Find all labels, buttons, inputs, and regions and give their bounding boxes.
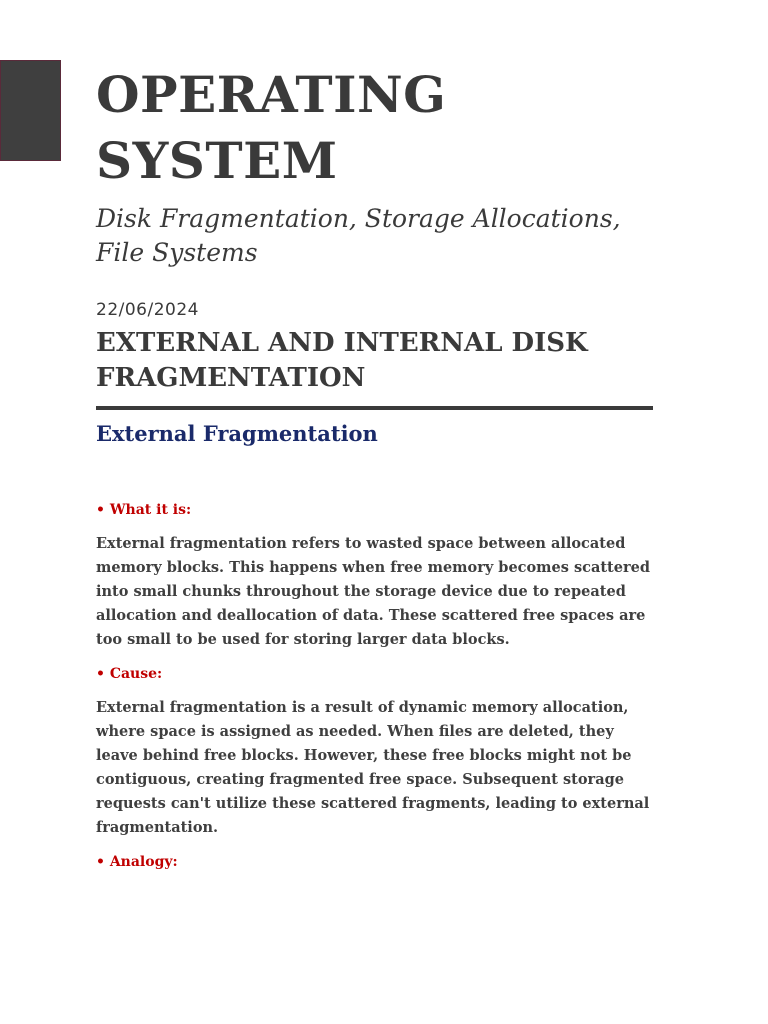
document-content <box>96 62 656 872</box>
title-line-1: OPERATING <box>96 65 447 124</box>
paragraph-cause: External fragmentation is a result of dynamic memory allocation, where space is assigned as needed. When files are deleted, they leave behind free blocks. However, these free blocks might not be contiguous, creating fragmented free space. Subsequent storage requests can't utilize these scattered fragments, leading to external fragmentation. <box>96 699 650 836</box>
bullet-label-cause: • Cause: <box>96 666 163 682</box>
bullet-label-analogy: • Analogy: <box>96 854 178 870</box>
bullet-label-what-it-is: • What it is: <box>96 502 192 518</box>
document-title <box>96 62 656 194</box>
cover-side-block <box>0 60 61 161</box>
title-line-2: SYSTEM <box>96 131 338 190</box>
paragraph-what-it-is: External fragmentation refers to wasted space between allocated memory blocks. This happens when free memory becomes scattered into small chunks throughout the storage device due to repeated allocation and deallocation of data. These scattered free spaces are too small to be used for storing larger data blocks. <box>96 535 650 648</box>
document-subtitle: Disk Fragmentation, Storage Allocations, File Systems <box>96 204 621 267</box>
document-date: 22/06/2024 <box>96 300 199 320</box>
sub-heading: External Fragmentation <box>96 421 378 446</box>
section-heading: EXTERNAL AND INTERNAL DISK FRAGMENTATION <box>96 326 653 410</box>
